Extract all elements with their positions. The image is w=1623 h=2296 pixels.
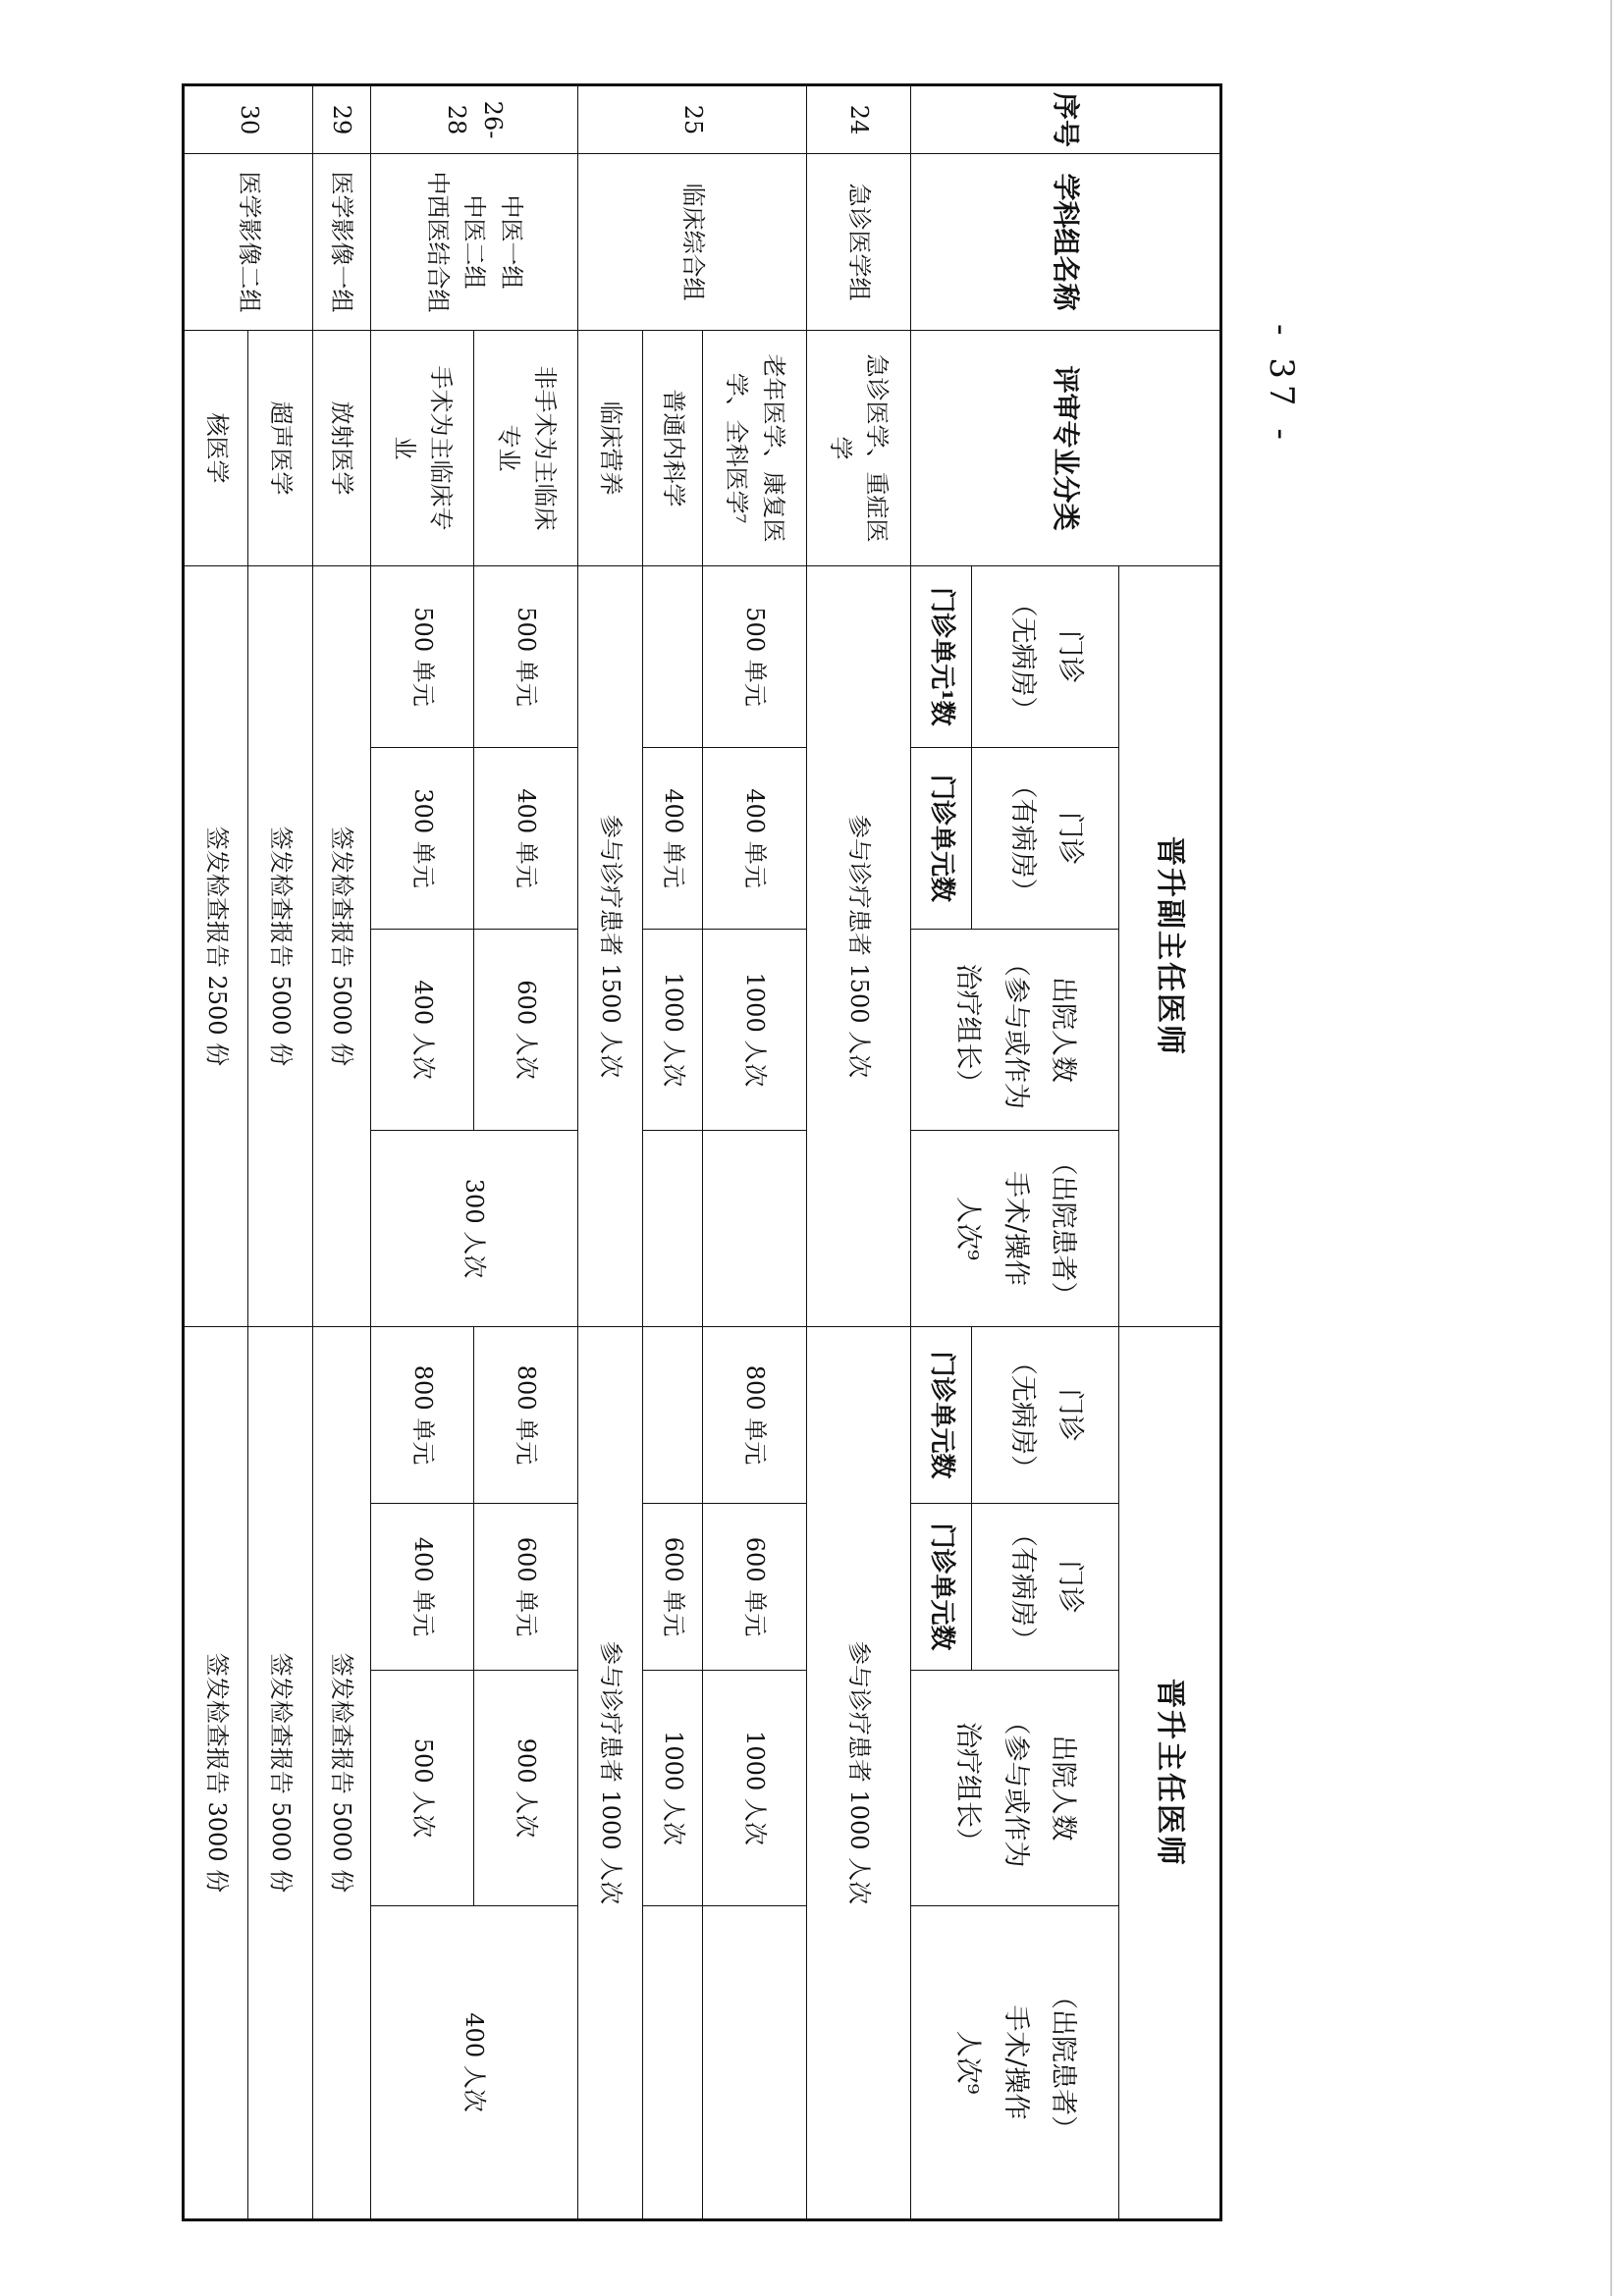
- header-chief: 晋升主任医师: [1118, 1327, 1220, 2220]
- row-30-s1-chief-requirement: 签发检查报告 5000 份: [248, 1327, 313, 2220]
- row-30-group: 医学影像二组: [184, 154, 313, 331]
- row-30-seq: 30: [184, 85, 313, 154]
- header-chief-surgery: （出院患者） 手术/操作 人次⁹: [910, 1906, 1118, 2220]
- row-25-s2-chief-ward: 600 单元: [643, 1504, 703, 1671]
- row-25-s2-specialty: 普通内科学: [643, 331, 703, 566]
- row-26-s2-deputy-ward: 300 单元: [370, 748, 474, 930]
- row-24-deputy-requirement: 参与诊疗患者 1500 人次: [806, 566, 910, 1327]
- row-26-s1-chief-no-ward: 800 单元: [474, 1327, 578, 1504]
- header-chief-unit-no-ward: 门诊单元数: [910, 1327, 972, 1504]
- header-deputy-no-ward: 门诊 （无病房）: [972, 566, 1119, 748]
- row-24-seq: 24: [806, 85, 910, 154]
- row-25-s2-chief-discharge: 1000 人次: [643, 1671, 703, 1906]
- row-25-s1-deputy-surgery: [703, 1131, 807, 1327]
- row-26-s2-chief-discharge: 500 人次: [370, 1671, 474, 1906]
- header-deputy-discharge: 出院人数 （参与或作为 治疗组长）: [910, 930, 1118, 1131]
- row-25-s2-deputy-surgery: [643, 1131, 703, 1327]
- row-29-group: 医学影像一组: [313, 154, 371, 331]
- row-25-group: 临床综合组: [578, 154, 807, 331]
- row-25-s2-chief-no-ward: [643, 1327, 703, 1504]
- header-deputy-unit-no-ward: 门诊单元¹数: [910, 566, 972, 748]
- row-25-seq: 25: [578, 85, 807, 154]
- header-seq: 序号: [910, 85, 1220, 154]
- row-30-s2-deputy-requirement: 签发检查报告 2500 份: [184, 566, 248, 1327]
- row-25-s1-specialty: 老年医学、康复医 学、全科医学⁷: [703, 331, 807, 566]
- rotated-table-wrapper: [182, 83, 1222, 2218]
- row-26-s1-specialty: 非手术为主临床 专业: [474, 331, 578, 566]
- row-25-s3-deputy-requirement: 参与诊疗患者 1500 人次: [578, 566, 643, 1327]
- row-26-s2-chief-no-ward: 800 单元: [370, 1327, 474, 1504]
- row-30-s1-deputy-requirement: 签发检查报告 5000 份: [248, 566, 313, 1327]
- row-29-seq: 29: [313, 85, 371, 154]
- row-25-s1-deputy-ward: 400 单元: [703, 748, 807, 930]
- requirements-table: [182, 83, 1222, 2221]
- header-deputy-ward: 门诊 （有病房）: [972, 748, 1119, 930]
- row-25-s3-specialty: 临床营养: [578, 331, 643, 566]
- row-24-specialty: 急诊医学、重症医 学: [806, 331, 910, 566]
- header-deputy-chief: 晋升副主任医师: [1118, 566, 1220, 1327]
- row-25-s1-chief-discharge: 1000 人次: [703, 1671, 807, 1906]
- row-26-s1-deputy-ward: 400 单元: [474, 748, 578, 930]
- row-29-specialty: 放射医学: [313, 331, 371, 566]
- row-24-group: 急诊医学组: [806, 154, 910, 331]
- row-26-s1-chief-discharge: 900 人次: [474, 1671, 578, 1906]
- row-25-s1-chief-surgery: [703, 1906, 807, 2220]
- row-26-s1-deputy-no-ward: 500 单元: [474, 566, 578, 748]
- scan-edge-line: [1610, 0, 1612, 2296]
- row-25-s2-deputy-discharge: 1000 人次: [643, 930, 703, 1131]
- row-26-28-seq: 26- 28: [370, 85, 578, 154]
- row-24-chief-requirement: 参与诊疗患者 1000 人次: [806, 1327, 910, 2220]
- row-30-s1-specialty: 超声医学: [248, 331, 313, 566]
- header-chief-ward: 门诊 （有病房）: [972, 1504, 1119, 1671]
- row-26-s2-deputy-discharge: 400 人次: [370, 930, 474, 1131]
- header-chief-unit-ward: 门诊单元数: [910, 1504, 972, 1671]
- page-number: - 37 -: [1262, 324, 1301, 446]
- row-26-chief-surgery: 400 人次: [370, 1906, 578, 2220]
- row-29-chief-requirement: 签发检查报告 5000 份: [313, 1327, 371, 2220]
- row-26-s1-deputy-discharge: 600 人次: [474, 930, 578, 1131]
- row-25-s2-deputy-no-ward: [643, 566, 703, 748]
- row-29-deputy-requirement: 签发检查报告 5000 份: [313, 566, 371, 1327]
- row-25-s1-deputy-no-ward: 500 单元: [703, 566, 807, 748]
- row-26-28-group: 中医一组 中医二组 中西医结合组: [370, 154, 578, 331]
- header-deputy-unit-ward: 门诊单元数: [910, 748, 972, 930]
- row-26-s1-chief-ward: 600 单元: [474, 1504, 578, 1671]
- header-group-name: 学科组名称: [910, 154, 1220, 331]
- header-chief-discharge: 出院人数 （参与或作为 治疗组长）: [910, 1671, 1118, 1906]
- row-26-s2-specialty: 手术为主临床专 业: [370, 331, 474, 566]
- row-30-s2-chief-requirement: 签发检查报告 3000 份: [184, 1327, 248, 2220]
- row-25-s1-chief-no-ward: 800 单元: [703, 1327, 807, 1504]
- row-25-s1-deputy-discharge: 1000 人次: [703, 930, 807, 1131]
- row-30-s2-specialty: 核医学: [184, 331, 248, 566]
- row-25-s1-chief-ward: 600 单元: [703, 1504, 807, 1671]
- row-26-deputy-surgery: 300 人次: [370, 1131, 578, 1327]
- row-25-s3-chief-requirement: 参与诊疗患者 1000 人次: [578, 1327, 643, 2220]
- header-chief-no-ward: 门诊 （无病房）: [972, 1327, 1119, 1504]
- row-26-s2-deputy-no-ward: 500 单元: [370, 566, 474, 748]
- row-25-s2-deputy-ward: 400 单元: [643, 748, 703, 930]
- header-deputy-surgery: （出院患者） 手术/操作 人次⁹: [910, 1131, 1118, 1327]
- header-specialty: 评审专业分类: [910, 331, 1220, 566]
- row-26-s2-chief-ward: 400 单元: [370, 1504, 474, 1671]
- row-25-s2-chief-surgery: [643, 1906, 703, 2220]
